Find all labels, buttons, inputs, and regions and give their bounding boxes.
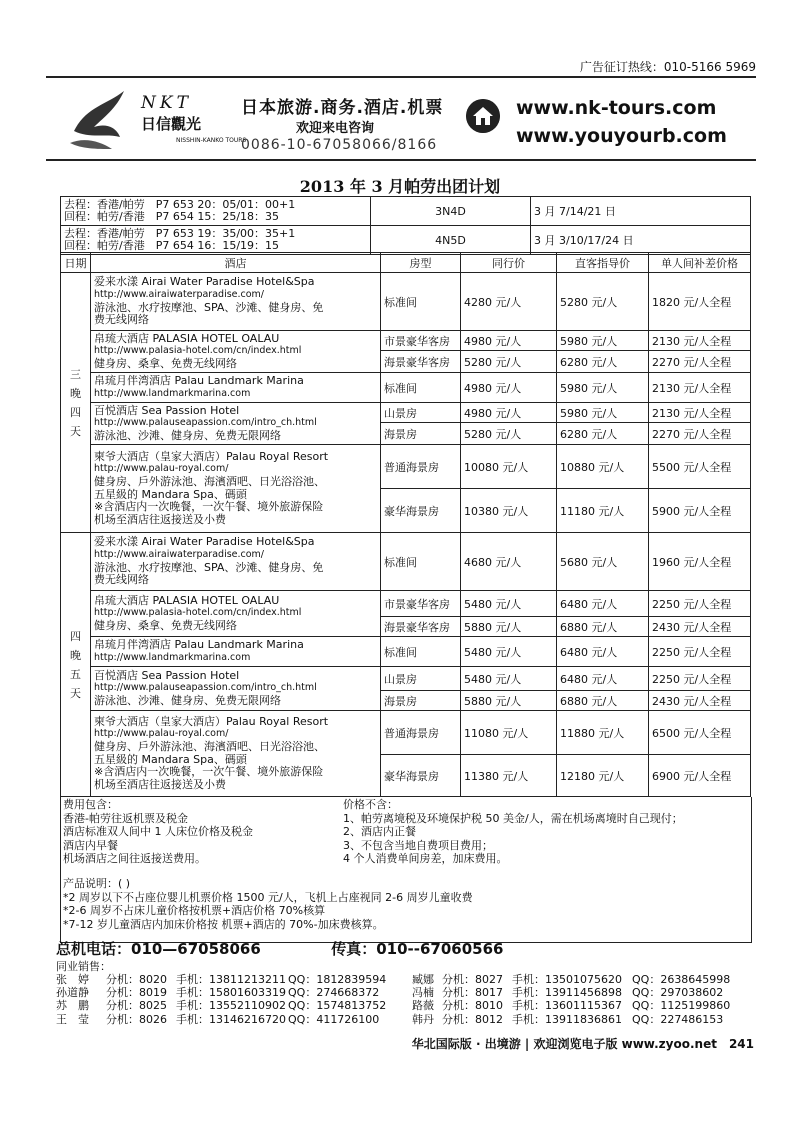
single-supplement: 5900 元/人全程 bbox=[649, 489, 751, 533]
single-supplement: 2250 元/人全程 bbox=[649, 637, 751, 667]
list-item: 1、帕劳离境税及环境保护税 50 美金/人，需在机场离境时自己现付； bbox=[343, 811, 683, 825]
col-date: 日期 bbox=[61, 253, 91, 273]
list-item: 4 个人消费单间房差，加床费用。 bbox=[343, 852, 508, 866]
hotel-url[interactable]: http://www.landmarkmarina.com bbox=[94, 651, 251, 663]
peer-price: 5480 元/人 bbox=[461, 637, 557, 667]
table-header bbox=[61, 253, 751, 273]
route-row bbox=[61, 197, 751, 226]
list-item: 3、不包含当地自费项目费用； bbox=[343, 838, 493, 852]
hotel-desc: 机场至酒店往返接送及小费 bbox=[94, 512, 226, 526]
peer-price: 4980 元/人 bbox=[461, 331, 557, 351]
ad-hotline: 广告征订热线：010-5166 5969 bbox=[579, 60, 756, 74]
table-row bbox=[61, 331, 751, 351]
peer-price: 5480 元/人 bbox=[461, 591, 557, 617]
page-title: 2013 年 3 月帕劳出团计划 bbox=[299, 177, 501, 196]
hotel-desc: 健身房、桑拿、免费无线网络 bbox=[94, 618, 237, 632]
hotel-desc: 游泳池、沙滩、健身房、免费无限网络 bbox=[94, 693, 281, 707]
top-divider bbox=[46, 76, 756, 78]
direct-price: 5980 元/人 bbox=[557, 331, 649, 351]
room-type: 海景豪华客房 bbox=[381, 351, 461, 373]
hotel-cell bbox=[91, 273, 381, 331]
single-supplement: 6900 元/人全程 bbox=[649, 755, 751, 797]
route-dates: 3 月 3/10/17/24 日 bbox=[531, 226, 751, 255]
peer-price: 5280 元/人 bbox=[461, 423, 557, 445]
room-type: 山景房 bbox=[381, 667, 461, 691]
peer-price: 4980 元/人 bbox=[461, 373, 557, 403]
hotel-desc: 机场至酒店往返接送及小费 bbox=[94, 777, 226, 791]
table-row bbox=[61, 445, 751, 489]
hotel-url[interactable]: http://www.airaiwaterparadise.com/ bbox=[94, 548, 265, 560]
single-supplement: 2270 元/人全程 bbox=[649, 351, 751, 373]
ad-banner bbox=[46, 79, 756, 161]
direct-price: 11180 元/人 bbox=[557, 489, 649, 533]
room-type: 市景豪华客房 bbox=[381, 591, 461, 617]
product-notes bbox=[63, 877, 473, 931]
hotel-cell bbox=[91, 533, 381, 591]
route-return: 回程：帕劳/香港 P7 654 15：25/18：35 bbox=[64, 210, 280, 223]
page-footer: 华北国际版 · 出境游 | 欢迎浏览电子版 www.zyoo.net 241 bbox=[411, 1037, 754, 1051]
hotel-name: 帛琉大酒店 PALASIA HOTEL OALAU bbox=[94, 593, 280, 607]
single-supplement: 2250 元/人全程 bbox=[649, 591, 751, 617]
route-table bbox=[60, 196, 751, 255]
price-table bbox=[60, 252, 751, 797]
peer-price: 4980 元/人 bbox=[461, 403, 557, 423]
room-type: 豪华海景房 bbox=[381, 489, 461, 533]
hotel-desc: 五星級的 Mandara Spa、碼頭 bbox=[94, 487, 247, 501]
hotel-url[interactable]: http://www.palauseapassion.com/intro_ch.html bbox=[94, 417, 317, 429]
hotel-name: 爱来水漾 Airai Water Paradise Hotel&Spa bbox=[94, 275, 315, 289]
room-type: 海景房 bbox=[381, 691, 461, 711]
peer-price: 4280 元/人 bbox=[461, 273, 557, 331]
home-icon bbox=[466, 99, 500, 133]
route-outbound: 去程：香港/帕劳 P7 653 19：35/00：35+1 bbox=[64, 226, 296, 240]
hotel-cell bbox=[91, 637, 381, 667]
hotel-desc: 游泳池、水疗按摩池、SPA、沙滩、健身房、免 bbox=[94, 300, 324, 314]
logo-subtext: NISSHIN-KANKO TOURS bbox=[176, 137, 247, 144]
main-phone-line bbox=[56, 938, 756, 960]
peer-price: 5880 元/人 bbox=[461, 617, 557, 637]
direct-price: 6480 元/人 bbox=[557, 667, 649, 691]
list-item: 2、酒店内正餐 bbox=[343, 825, 416, 839]
hotel-desc: 健身房、桑拿、免费无线网络 bbox=[94, 356, 237, 370]
route-duration: 4N5D bbox=[371, 226, 531, 255]
col-room: 房型 bbox=[381, 253, 461, 273]
hotel-url[interactable]: http://www.palauseapassion.com/intro_ch.html bbox=[94, 682, 317, 694]
contact-section bbox=[56, 938, 756, 1026]
direct-price: 6480 元/人 bbox=[557, 637, 649, 667]
list-item: *2-6 周岁不占床儿童价格按机票+酒店价格 70%核算 bbox=[63, 904, 326, 918]
logo-text-en: NKT bbox=[141, 93, 192, 113]
direct-price: 5980 元/人 bbox=[557, 373, 649, 403]
room-type: 市景豪华客房 bbox=[381, 331, 461, 351]
peer-price: 5880 元/人 bbox=[461, 691, 557, 711]
hotel-cell bbox=[91, 373, 381, 403]
route-dates: 3 月 7/14/21 日 bbox=[531, 197, 751, 226]
table-row bbox=[61, 533, 751, 591]
single-supplement: 2270 元/人全程 bbox=[649, 423, 751, 445]
list-item: 机场酒店之间往返接送费用。 bbox=[63, 852, 206, 866]
room-type: 标准间 bbox=[381, 533, 461, 591]
hotel-desc: 健身房、戶外游泳池、海濱酒吧、日光浴浴池、 bbox=[94, 474, 325, 488]
room-type: 普通海景房 bbox=[381, 711, 461, 755]
hotel-cell bbox=[91, 403, 381, 445]
hotel-desc: 费无线网络 bbox=[94, 573, 149, 587]
hotel-cell bbox=[91, 667, 381, 711]
notes-box bbox=[60, 797, 752, 943]
room-type: 标准间 bbox=[381, 637, 461, 667]
peer-price: 11080 元/人 bbox=[461, 711, 557, 755]
route-row bbox=[61, 226, 751, 255]
single-supplement: 2130 元/人全程 bbox=[649, 373, 751, 403]
hotel-cell bbox=[91, 331, 381, 373]
list-item: 酒店内早餐 bbox=[63, 838, 118, 852]
hotel-desc: ※含酒店内一次晚餐，一次午餐、境外旅游保险 bbox=[94, 765, 324, 779]
hotel-name: 帛琉大酒店 PALASIA HOTEL OALAU bbox=[94, 331, 280, 345]
single-supplement: 1820 元/人全程 bbox=[649, 273, 751, 331]
room-type: 标准间 bbox=[381, 273, 461, 331]
hotel-url[interactable]: http://www.palasia-hotel.com/cn/index.html bbox=[94, 607, 302, 619]
banner-phone: 0086-10-67058066/8166 bbox=[241, 137, 438, 153]
hotel-name: 百悦酒店 Sea Passion Hotel bbox=[94, 403, 240, 417]
list-item: 酒店标准双人间中 1 人床位价格及税金 bbox=[63, 825, 253, 839]
table-row bbox=[61, 273, 751, 331]
direct-price: 6880 元/人 bbox=[557, 617, 649, 637]
fax-number: 传真：010--67060566 bbox=[331, 940, 504, 958]
banner-url-1[interactable]: www.nk-tours.com bbox=[516, 97, 717, 119]
section-label-4n5d: 四 晚 五 天 bbox=[61, 533, 91, 797]
table-row bbox=[61, 591, 751, 617]
room-type: 山景房 bbox=[381, 403, 461, 423]
single-supplement: 1960 元/人全程 bbox=[649, 533, 751, 591]
hotel-name: 柬爷大酒店（皇家大酒店）Palau Royal Resort bbox=[94, 714, 329, 728]
table-row bbox=[61, 711, 751, 755]
route-outbound: 去程：香港/帕劳 P7 653 20：05/01：00+1 bbox=[64, 197, 296, 211]
room-type: 豪华海景房 bbox=[381, 755, 461, 797]
excludes-list bbox=[343, 798, 683, 866]
col-single-supplement: 单人间补差价格 bbox=[649, 253, 751, 273]
peer-price: 10380 元/人 bbox=[461, 489, 557, 533]
table-row bbox=[61, 667, 751, 691]
single-supplement: 2130 元/人全程 bbox=[649, 331, 751, 351]
product-title: 产品说明：( ) bbox=[63, 877, 131, 890]
single-supplement: 2250 元/人全程 bbox=[649, 667, 751, 691]
hotel-url[interactable]: http://www.palau-royal.com/ bbox=[94, 463, 229, 475]
swan-logo-icon bbox=[66, 87, 130, 153]
direct-price: 6880 元/人 bbox=[557, 691, 649, 711]
col-hotel: 酒店 bbox=[91, 253, 381, 273]
hotel-name: 百悦酒店 Sea Passion Hotel bbox=[94, 668, 240, 682]
single-supplement: 5500 元/人全程 bbox=[649, 445, 751, 489]
col-direct-price: 直客指导价 bbox=[557, 253, 649, 273]
hotel-name: 柬爷大酒店（皇家大酒店）Palau Royal Resort bbox=[94, 449, 329, 463]
list-item: 香港-帕劳往返机票及税金 bbox=[63, 811, 188, 825]
route-duration: 3N4D bbox=[371, 197, 531, 226]
sales-row: 苏 鹏 分机：8025 手机：13552110902 QQ：1574813752 路薇 分机：8010 手机：13601115367 QQ：1125199860 bbox=[56, 999, 731, 1013]
sales-row: 张 婷 分机：8020 手机：13811213211 QQ：1812839594 臧娜 分机：8027 手机：13501075620 QQ：2638645998 bbox=[56, 973, 731, 986]
hotel-cell bbox=[91, 591, 381, 637]
table-row bbox=[61, 373, 751, 403]
hotel-url[interactable]: http://www.palau-royal.com/ bbox=[94, 728, 229, 740]
peer-price: 11380 元/人 bbox=[461, 755, 557, 797]
hotel-cell bbox=[91, 445, 381, 533]
section-label-3n4d: 三 晚 四 天 bbox=[61, 273, 91, 533]
col-peer-price: 同行价 bbox=[461, 253, 557, 273]
single-supplement: 6500 元/人全程 bbox=[649, 711, 751, 755]
hotel-cell bbox=[91, 711, 381, 797]
single-supplement: 2430 元/人全程 bbox=[649, 617, 751, 637]
hotel-name: 爱来水漾 Airai Water Paradise Hotel&Spa bbox=[94, 535, 315, 549]
banner-title: 日本旅游.商务.酒店.机票 bbox=[241, 98, 444, 118]
direct-price: 6280 元/人 bbox=[557, 351, 649, 373]
route-return: 回程：帕劳/香港 P7 654 16：15/19：15 bbox=[64, 239, 280, 252]
hotel-name: 帛琉月伴湾酒店 Palau Landmark Marina bbox=[94, 373, 304, 387]
hotel-desc: 费无线网络 bbox=[94, 313, 149, 327]
includes-title: 费用包含： bbox=[63, 798, 118, 811]
sales-row: 王 莹 分机：8026 手机：13146216720 QQ：411726100 韩丹 分机：8012 手机：13911836861 QQ：227486153 bbox=[56, 1012, 724, 1026]
sales-title: 同业销售： bbox=[56, 960, 111, 973]
sales-row: 孙道静 分机：8019 手机：15801603319 QQ：274668372 冯楠 分机：8017 手机：13911456898 QQ：297038602 bbox=[56, 986, 724, 1000]
direct-price: 5280 元/人 bbox=[557, 273, 649, 331]
hotel-url[interactable]: http://www.palasia-hotel.com/cn/index.html bbox=[94, 345, 302, 357]
hotel-desc: 游泳池、沙滩、健身房、免费无限网络 bbox=[94, 428, 281, 442]
list-item: *2 周岁以下不占座位婴儿机票价格 1500 元/人，飞机上占座视同 2-6 周岁儿童收费 bbox=[63, 890, 473, 904]
room-type: 海景豪华客房 bbox=[381, 617, 461, 637]
peer-price: 5480 元/人 bbox=[461, 667, 557, 691]
hotel-desc: 五星級的 Mandara Spa、碼頭 bbox=[94, 752, 247, 766]
direct-price: 10880 元/人 bbox=[557, 445, 649, 489]
table-row bbox=[61, 637, 751, 667]
direct-price: 6280 元/人 bbox=[557, 423, 649, 445]
direct-price: 6480 元/人 bbox=[557, 591, 649, 617]
single-supplement: 2430 元/人全程 bbox=[649, 691, 751, 711]
single-supplement: 2130 元/人全程 bbox=[649, 403, 751, 423]
room-type: 海景房 bbox=[381, 423, 461, 445]
excludes-title: 价格不含： bbox=[343, 798, 398, 811]
peer-price: 4680 元/人 bbox=[461, 533, 557, 591]
hotel-desc: 健身房、戶外游泳池、海濱酒吧、日光浴浴池、 bbox=[94, 739, 325, 753]
table-row bbox=[61, 403, 751, 423]
direct-price: 12180 元/人 bbox=[557, 755, 649, 797]
banner-subtitle: 欢迎来电咨询 bbox=[296, 121, 375, 136]
direct-price: 11880 元/人 bbox=[557, 711, 649, 755]
room-type: 标准间 bbox=[381, 373, 461, 403]
room-type: 普通海景房 bbox=[381, 445, 461, 489]
logo-text-cn: 日信觀光 bbox=[141, 115, 202, 133]
direct-price: 5980 元/人 bbox=[557, 403, 649, 423]
main-phone: 总机电话：010—67058066 bbox=[56, 940, 261, 958]
peer-price: 10080 元/人 bbox=[461, 445, 557, 489]
includes-list bbox=[63, 798, 253, 866]
hotel-name: 帛琉月伴湾酒店 Palau Landmark Marina bbox=[94, 637, 304, 651]
hotel-url[interactable]: http://www.landmarkmarina.com bbox=[94, 387, 251, 399]
hotel-desc: 游泳池、水疗按摩池、SPA、沙滩、健身房、免 bbox=[94, 560, 324, 574]
hotel-desc: ※含酒店内一次晚餐，一次午餐、境外旅游保险 bbox=[94, 500, 324, 514]
direct-price: 5680 元/人 bbox=[557, 533, 649, 591]
list-item: *7-12 岁儿童酒店内加床价格按 机票+酒店的 70%-加床费核算。 bbox=[63, 917, 384, 931]
peer-price: 5280 元/人 bbox=[461, 351, 557, 373]
banner-url-2[interactable]: www.youyourb.com bbox=[516, 125, 727, 147]
hotel-url[interactable]: http://www.airaiwaterparadise.com/ bbox=[94, 288, 265, 300]
